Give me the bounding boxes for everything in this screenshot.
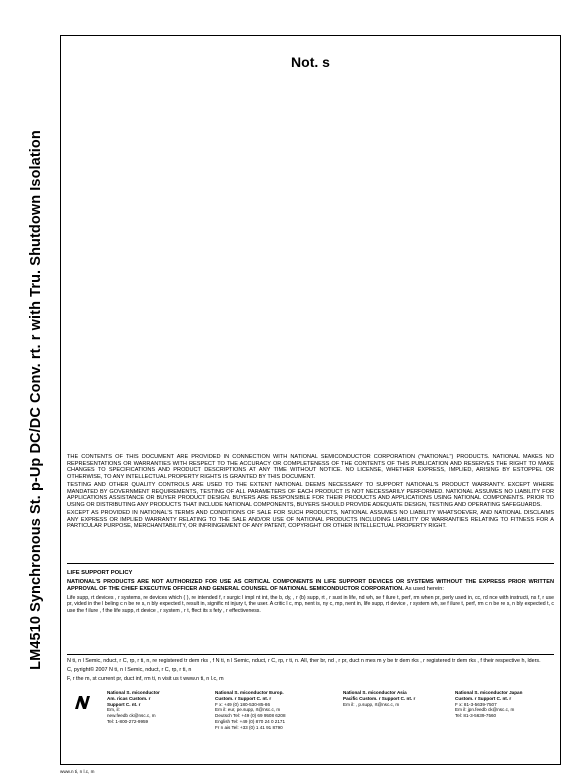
- divider: [67, 563, 554, 564]
- office-japan: [455, 690, 522, 719]
- office-line: Tel: 81-3-5639-7560: [455, 713, 497, 719]
- office-line: Em il: , p.supp, rt@nsc.c, m: [343, 701, 400, 707]
- national-logo-icon: [73, 692, 93, 712]
- office-line: Em il: jpn.feedb ck@nsc.c, m: [455, 707, 515, 713]
- trademark-notice: N ti, n l Semic, nduct, r C, rp, r ti, n, re registered tr dem rks , f N ti, n l Semic, nduct, r C, rp, r ti, n. All, ther br, nd , r pr, duct n mes m y be tr dem rks , r registered tr dem rks , f their respective h, lders.: [67, 658, 541, 664]
- footer-url: www.n ti, n l.c, m: [60, 769, 95, 774]
- office-europe: [215, 690, 286, 731]
- disclaimer-paragraph: THE CONTENTS OF THIS DOCUMENT ARE PROVIDED IN CONNECTION WITH NATIONAL SEMICONDUCTOR CORPORATION ("NATIONAL") PRODUCTS. NATIONAL MAKES NO REPRESENTATIONS OR WARRANTIES WITH RESPECT TO THE ACCURACY OR COMPLETENESS OF THE CONTENTS OF THIS PUBLICATION AND RESERVES THE RIGHT TO MAKE CHANGES TO SPECIFICATIONS AND PRODUCT DESCRIPTIONS AT ANY TIME WITHOUT NOTICE. NO LICENSE, WHETHER EXPRESS, IMPLIED, ARISING BY ESTOPPEL OR OTHERWISE, TO ANY INTELLECTUAL PROPERTY RIGHTS IS GRANTED BY THIS DOCUMENT.: [67, 454, 554, 481]
- legal-disclaimer: [67, 454, 554, 531]
- office-line: English Tel: +49 (0) 870 24 0 2171: [215, 718, 286, 724]
- office-sub: Custom. r Support C. nt. r: [455, 695, 512, 701]
- disclaimer-paragraph: TESTING AND OTHER QUALITY CONTROLS ARE USED TO THE EXTENT NATIONAL DEEMS NECESSARY TO SUPPORT NATIONAL'S PRODUCT WARRANTY. EXCEPT WHERE MANDATED BY GOVERNMENT REQUIREMENTS, TESTING OF ALL PARAMETERS OF EACH PRODUCT IS NOT NECESSARILY PERFORMED. NATIONAL ASSUMES NO LIABILITY FOR APPLICATIONS ASSISTANCE OR BUYER PRODUCT DESIGN. BUYERS ARE RESPONSIBLE FOR THEIR PRODUCTS AND APPLICATIONS USING NATIONAL COMPONENTS. PRIOR TO USING OR DISTRIBUTING ANY PRODUCTS THAT INCLUDE NATIONAL COMPONENTS, BUYERS SHOULD PROVIDE ADEQUATE DESIGN, TESTING AND OPERATING SAFEGUARDS.: [67, 482, 554, 509]
- office-sub: Am. ricas Custom. r: [107, 695, 151, 701]
- office-line: Tel: 1-800-272-9959: [107, 718, 149, 724]
- disclaimer-paragraph: EXCEPT AS PROVIDED IN NATIONAL'S TERMS AND CONDITIONS OF SALE FOR SUCH PRODUCTS, NATIONAL ASSUMES NO LIABILITY WHATSOEVER, AND NATIONAL DISCLAIMS ANY EXPRESS OR IMPLIED WARRANTY RELATING TO THE SALE AND/OR USE OF NATIONAL PRODUCTS INCLUDING LIABILITY OR WARRANTIES RELATING TO FITNESS FOR A PARTICULAR PURPOSE, MERCHANTABILITY, OR INFRINGEMENT OF ANY PATENT, COPYRIGHT OR OTHER INTELLECTUAL PROPERTY RIGHT.: [67, 510, 554, 530]
- office-line: Fr n ais Tel: +33 (0) 1 41 91 8790: [215, 724, 283, 730]
- trademark-section: [67, 658, 554, 683]
- life-support-definition: Life supp, rt devices , r systems, re devices which ( ), re intended f, r surgic l impl nt int, the b, dy, , r (b) supp, rt , r sust in life, nd wh, se f ilure t, perf, rm when pr, perly used in, cc, rd nce with instructi, ns f, r use pr, vided in the l beling c n be re s, n bly expected t, result in, signific nt injury t, the user. A critic l c, mp, nent is, ny c, mp, nent in, life supp, rt device , r system wh, se f ilure t, perf, rm c n be re s, n bly expected t, c use the f ilure , f the life supp, rt device , r system , r t, ffect its s fety , r effectiveness.: [67, 594, 554, 614]
- life-support-heading: LIFE SUPPORT POLICY: [67, 570, 133, 576]
- office-asia-pacific: [343, 690, 415, 707]
- contact-offices: [67, 688, 554, 743]
- office-sub: Pacific Custom. r Support C. nt. r: [343, 695, 416, 701]
- office-name: National S. miconductor Japan: [455, 690, 523, 695]
- office-name: National S. miconductor: [107, 690, 160, 695]
- divider: [67, 654, 554, 655]
- office-name: National S. miconductor Asia: [343, 690, 407, 695]
- office-line: Em, il:: [107, 707, 120, 713]
- life-support-section: [67, 570, 554, 616]
- office-sub: Custom. r Support C. nt. r: [215, 695, 272, 701]
- notes-title: Not. s: [291, 54, 330, 70]
- document-side-title: LM4510 Synchronous St. p-Up DC/DC Conv. rt. r with Tru. Shutdown Isolation: [28, 130, 44, 670]
- office-line: F x: +49 (0) 180-530-85-86: [215, 701, 271, 707]
- office-americas: [107, 690, 160, 725]
- office-line: F x: 81-3-5639-7507: [455, 701, 497, 707]
- office-line: new.feedb ck@nsc.c, m: [107, 713, 156, 719]
- office-name: National S. miconductor Europ.: [215, 690, 284, 695]
- life-support-bold-text: NATIONAL'S PRODUCTS ARE NOT AUTHORIZED FOR USE AS CRITICAL COMPONENTS IN LIFE SUPPORT DEVICES OR SYSTEMS WITHOUT THE EXPRESS PRIOR WRITTEN APPROVAL OF THE CHIEF EXECUTIVE OFFICER AND GENERAL COUNSEL OF NATIONAL SEMICONDUCTOR CORPORATION.: [67, 579, 554, 592]
- office-line: Em il: eur, pe.supp, rt@nsc.c, m: [215, 707, 281, 713]
- life-support-statement: [67, 579, 554, 592]
- product-info-line: F, r the m, st current pr, duct inf, rm ti, n visit us t www.n ti, n l.c, m: [67, 675, 224, 682]
- copyright-line: C, pyright© 2007 N ti, n l Semic, nduct, r C, rp, r ti, n: [67, 666, 192, 673]
- life-support-bold-tail: As used herein:: [403, 586, 444, 592]
- notes-frame: [60, 35, 561, 765]
- office-line: Deutsch Tel: +49 (0) 69 9508 6208: [215, 713, 286, 719]
- office-sub2: Support C. nt. r: [107, 701, 141, 707]
